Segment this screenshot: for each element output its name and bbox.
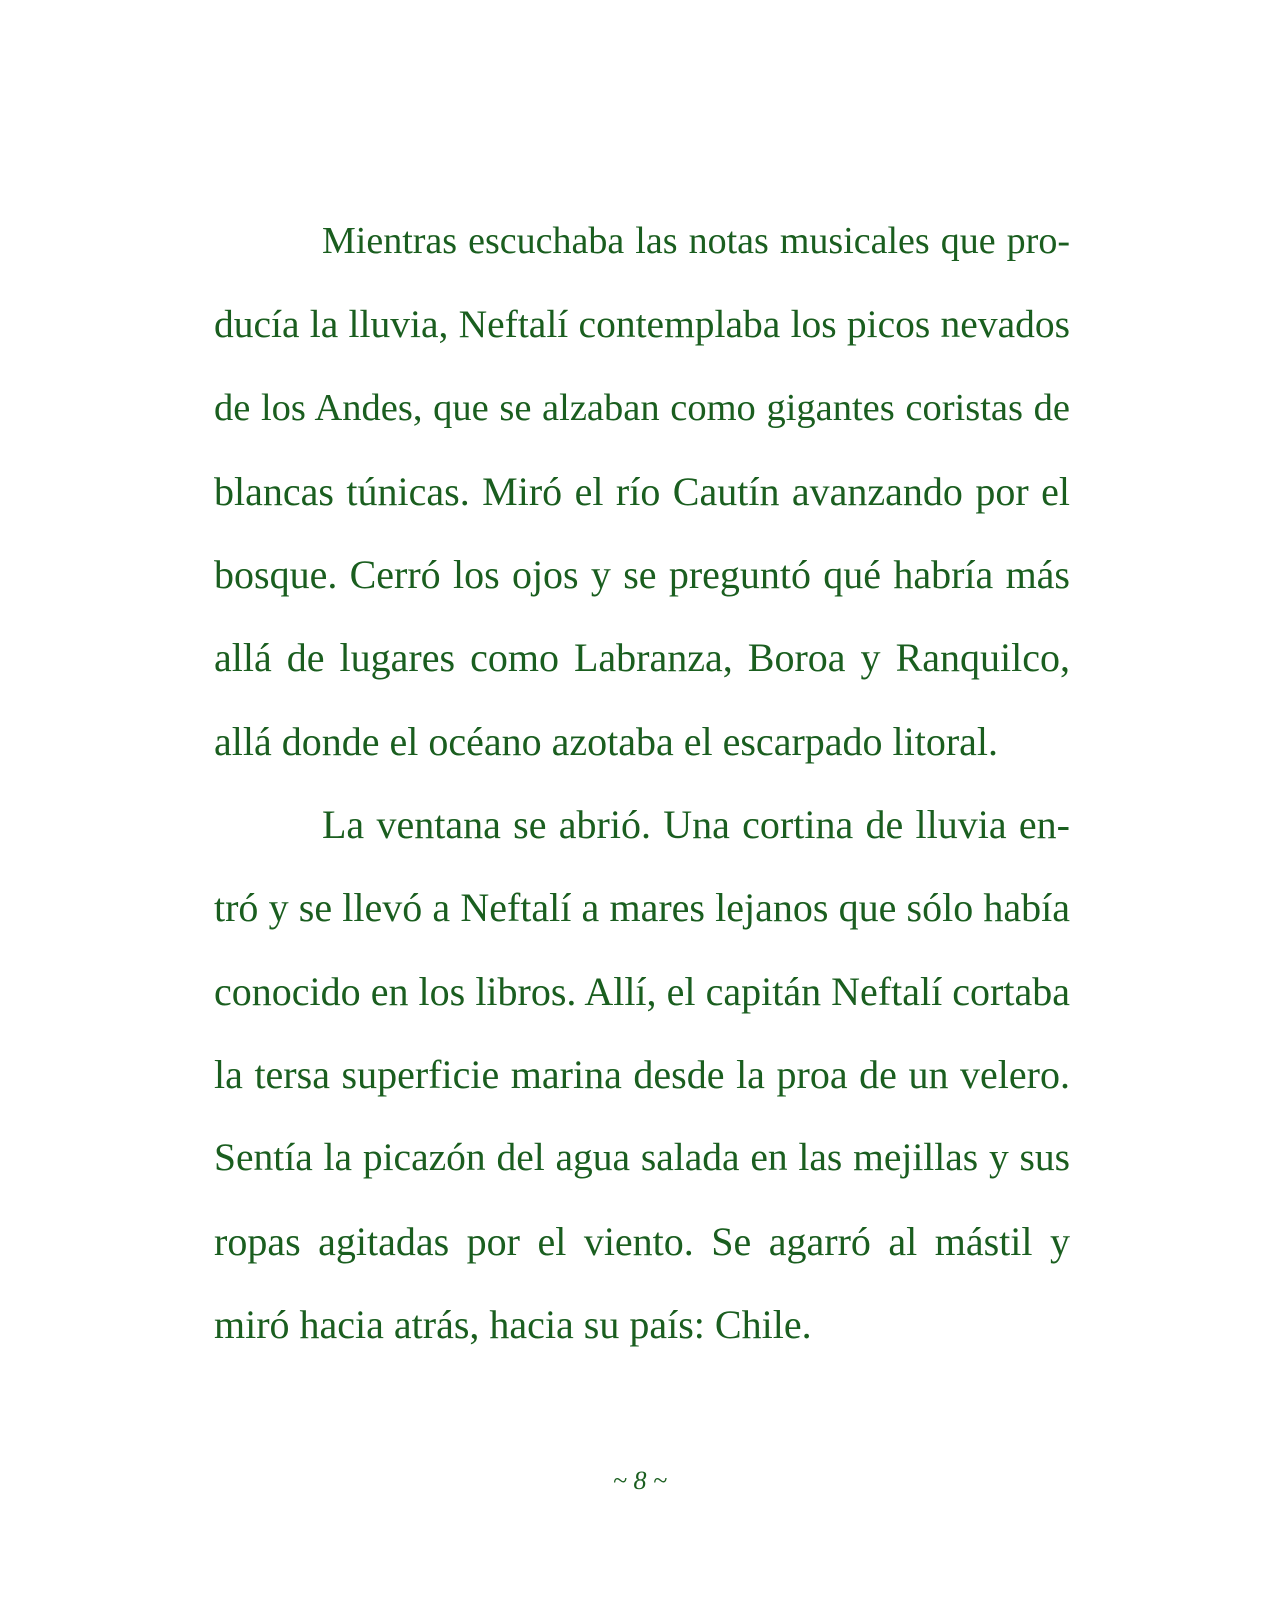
text-line: la tersa superficie marina desde la proa de un velero. bbox=[214, 1051, 1070, 1097]
text-line: Mientras escuchaba las notas musicales que pro- bbox=[322, 220, 1070, 262]
text-line: Sentía la picazón del agua salada en las mejillas y sus bbox=[214, 1135, 1070, 1180]
text-line: ropas agitadas por el viento. Se agarró al mástil y bbox=[214, 1218, 1070, 1264]
text-line: blancas túnicas. Miró el río Cautín avanzando por el bbox=[214, 468, 1070, 514]
text-line: conocido en los libros. Allí, el capitán Neftalí cortaba bbox=[214, 968, 1070, 1014]
page-number: ~ 8 ~ bbox=[612, 1466, 668, 1495]
text-line: allá donde el océano azotaba el escarpado litoral. bbox=[214, 718, 999, 764]
text-line: La ventana se abrió. Una cortina de lluvia en- bbox=[322, 802, 1070, 848]
paragraph-2 bbox=[214, 783, 1070, 1366]
text-line: allá de lugares como Labranza, Boroa y Ranquilco, bbox=[214, 635, 1070, 681]
text-line: de los Andes, que se alzaban como gigantes coristas de bbox=[214, 386, 1070, 429]
paragraph-1 bbox=[214, 200, 1070, 783]
text-line: ducía la lluvia, Neftalí contemplaba los picos nevados bbox=[214, 302, 1070, 347]
text-line: tró y se llevó a Neftalí a mares lejanos que sólo había bbox=[214, 885, 1070, 931]
body-text bbox=[214, 200, 1070, 1366]
text-line: miró hacia atrás, hacia su país: Chile. bbox=[214, 1301, 812, 1347]
text-line: bosque. Cerró los ojos y se preguntó qué habría más bbox=[214, 552, 1070, 598]
